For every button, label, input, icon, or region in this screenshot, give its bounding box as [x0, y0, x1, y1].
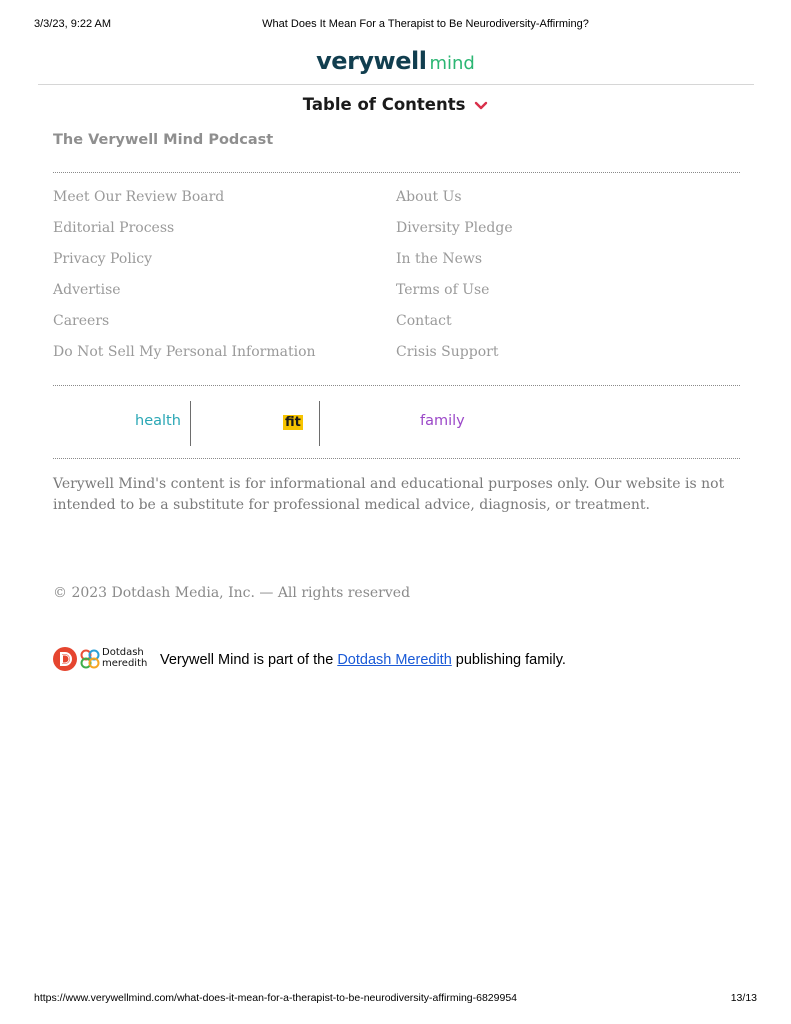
toc-label: Table of Contents — [302, 95, 466, 114]
footer-links-right — [396, 185, 736, 371]
print-page-number: 13/13 — [730, 992, 757, 1004]
print-header — [0, 14, 791, 34]
dotdash-meredith-knot-icon — [79, 648, 101, 670]
brand-fit-link[interactable]: fit — [285, 415, 301, 430]
footer-divider-middle — [53, 385, 740, 386]
wordmark-line-2: meredith — [102, 657, 148, 669]
brand-separator — [319, 401, 320, 446]
dotdash-meredith-link[interactable]: Dotdash Meredith — [337, 652, 452, 668]
dotdash-d-logo-icon[interactable] — [53, 647, 77, 671]
header-divider — [38, 84, 754, 85]
copyright: © 2023 Dotdash Media, Inc. — All rights reserved — [53, 585, 411, 601]
publisher-text-after: publishing family. — [451, 652, 566, 668]
footer-links-left — [53, 185, 393, 371]
link-advertise[interactable]: Advertise — [53, 282, 121, 298]
link-editorial-process[interactable]: Editorial Process — [53, 220, 175, 236]
publisher-statement — [160, 652, 566, 668]
print-title: What Does It Mean For a Therapist to Be Neurodiversity-Affirming? — [262, 18, 589, 30]
dotdash-meredith-wordmark — [102, 648, 147, 669]
site-logo[interactable] — [0, 44, 791, 78]
link-in-the-news[interactable]: In the News — [396, 251, 483, 267]
wordmark-line-1: Dotdash — [102, 647, 144, 658]
link-do-not-sell[interactable]: Do Not Sell My Personal Information — [53, 344, 316, 360]
link-careers[interactable]: Careers — [53, 313, 110, 329]
link-contact[interactable]: Contact — [396, 313, 452, 329]
sister-brands — [53, 400, 740, 446]
print-footer — [0, 992, 791, 1008]
medical-disclaimer: Verywell Mind's content is for informational and educational purposes only. Our website is not intended to be a substitute for professional medical advice, diagnosis, or treatment. — [53, 476, 725, 513]
publisher-text-before: Verywell Mind is part of the — [160, 652, 338, 668]
brand-separator — [190, 401, 191, 446]
link-about-us[interactable]: About Us — [396, 189, 462, 205]
podcast-link[interactable]: The Verywell Mind Podcast — [53, 132, 274, 148]
link-review-board[interactable]: Meet Our Review Board — [53, 189, 225, 205]
link-terms-of-use[interactable]: Terms of Use — [396, 282, 490, 298]
brand-family-link[interactable]: family — [420, 413, 465, 429]
link-diversity-pledge[interactable]: Diversity Pledge — [396, 220, 513, 236]
table-of-contents-toggle[interactable] — [0, 92, 791, 118]
link-privacy-policy[interactable]: Privacy Policy — [53, 251, 153, 267]
print-date: 3/3/23, 9:22 AM — [34, 18, 112, 30]
logo-wordmark: verywell — [316, 47, 427, 75]
link-crisis-support[interactable]: Crisis Support — [396, 344, 499, 360]
logo-submark: mind — [429, 53, 475, 74]
publisher-family — [53, 645, 740, 673]
brand-health-link[interactable]: health — [135, 413, 181, 429]
print-url: https://www.verywellmind.com/what-does-it-mean-for-a-therapist-to-be-neurodiversity-affirming-6829954 — [34, 992, 517, 1004]
footer-divider-top — [53, 172, 740, 173]
footer-divider-bottom — [53, 458, 740, 459]
chevron-down-icon — [474, 100, 488, 112]
